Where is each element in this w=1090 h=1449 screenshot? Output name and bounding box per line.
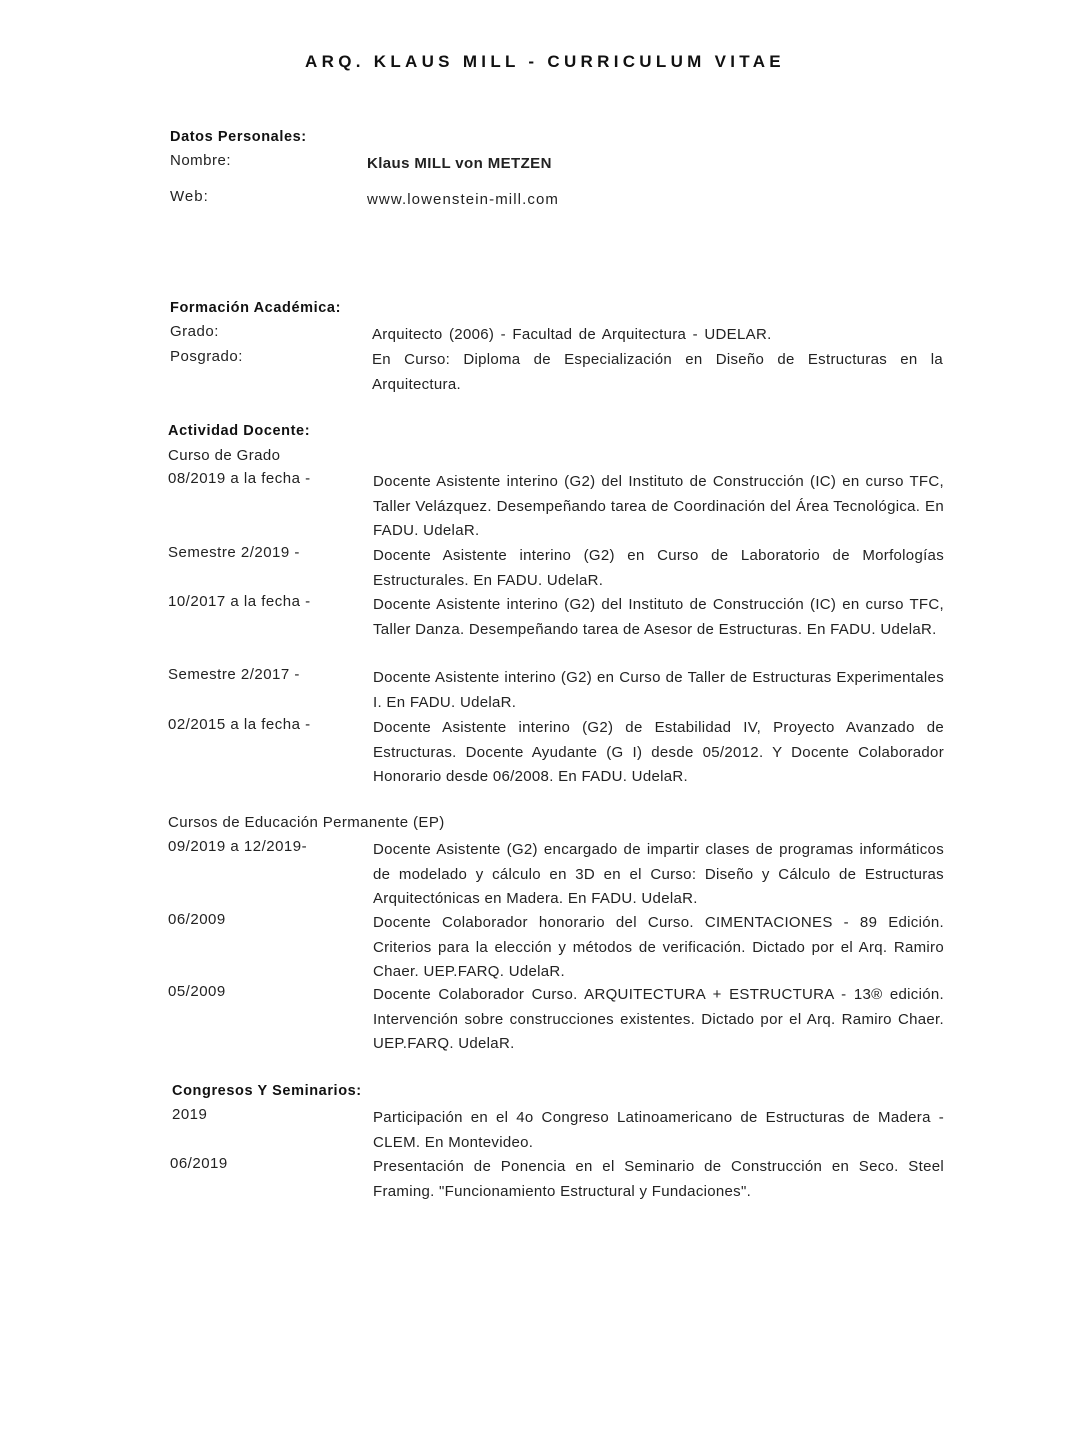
grado-value: Arquitecto (2006) - Facultad de Arquitectura - UDELAR.: [372, 326, 772, 343]
teaching-description: Docente Asistente interino (G2) en Curso de Taller de Estructuras Experimentales I. En FADU. UdelaR.: [373, 669, 944, 711]
congresses-heading: Congresos Y Seminarios:: [172, 1083, 362, 1099]
teaching-date: Semestre 2/2019 -: [168, 544, 300, 561]
teaching-date: 10/2017 a la fecha -: [168, 593, 311, 610]
teaching-description: Docente Asistente interino (G2) de Estabilidad IV, Proyecto Avanzado de Estructuras. Docente Ayudante (G I) desde 05/2012. Y Docente Colaborador Honorario desde 06/2008. En FADU. UdelaR.: [373, 719, 944, 785]
teaching-date: Semestre 2/2017 -: [168, 666, 300, 683]
teaching-heading: Actividad Docente:: [168, 423, 311, 439]
teaching-date: 08/2019 a la fecha -: [168, 470, 311, 487]
ep-courses-subheading: Cursos de Educación Permanente (EP): [168, 814, 445, 831]
posgrado-value: En Curso: Diploma de Especialización en Diseño de Estructuras en la Arquitectura.: [372, 351, 943, 393]
congress-date: 06/2019: [170, 1155, 228, 1172]
teaching-date: 02/2015 a la fecha -: [168, 716, 311, 733]
teaching-description: Docente Asistente interino (G2) del Instituto de Construcción (IC) en curso TFC, Taller Danza. Desempeñando tarea de Asesor de Estructuras. En FADU. UdelaR.: [373, 596, 944, 638]
congress-description: Participación en el 4o Congreso Latinoamericano de Estructuras de Madera -CLEM. En Montevideo.: [373, 1109, 944, 1151]
education-heading: Formación Académica:: [170, 300, 342, 316]
document-title: ARQ. KLAUS MILL - CURRICULUM VITAE: [305, 52, 785, 71]
teaching-description: Docente Asistente interino (G2) del Instituto de Construcción (IC) en curso TFC, Taller Velázquez. Desempeñando tarea de Coordinación del Área Tecnológica. En FADU. UdelaR.: [373, 473, 944, 539]
ep-date: 06/2009: [168, 911, 226, 928]
ep-date: 09/2019 a 12/2019-: [168, 838, 308, 855]
grado-courses-subheading: Curso de Grado: [168, 447, 281, 464]
ep-description: Docente Colaborador Curso. ARQUITECTURA + ESTRUCTURA - 13® edición. Intervención sobre construcciones existentes. Dictado por el Arq. Ramiro Chaer. UEP.FARQ. UdelaR.: [373, 986, 944, 1052]
web-label: Web:: [170, 188, 209, 205]
name-label: Nombre:: [170, 152, 232, 169]
teaching-description: Docente Asistente interino (G2) en Curso de Laboratorio de Morfologías Estructurales. En FADU. UdelaR.: [373, 547, 944, 589]
name-value: Klaus MILL von METZEN: [367, 155, 552, 172]
personal-data-heading: Datos Personales:: [170, 129, 307, 145]
web-value: www.lowenstein-mill.com: [367, 191, 560, 208]
congress-description: Presentación de Ponencia en el Seminario de Construcción en Seco. Steel Framing. "Funcionamiento Estructural y Fundaciones".: [373, 1158, 944, 1200]
grado-label: Grado:: [170, 323, 219, 340]
ep-description: Docente Colaborador honorario del Curso. CIMENTACIONES - 89 Edición. Criterios para la elección y métodos de verificación. Dictado por el Arq. Ramiro Chaer. UEP.FARQ. UdelaR.: [373, 914, 944, 980]
ep-date: 05/2009: [168, 983, 226, 1000]
congress-date: 2019: [172, 1106, 208, 1123]
posgrado-label: Posgrado:: [170, 348, 243, 365]
ep-description: Docente Asistente (G2) encargado de impartir clases de programas informáticos de modelado y cálculo en 3D en el Curso: Diseño y Cálculo de Estructuras Arquitectónicas en Madera. En FADU. UdelaR.: [373, 841, 944, 907]
